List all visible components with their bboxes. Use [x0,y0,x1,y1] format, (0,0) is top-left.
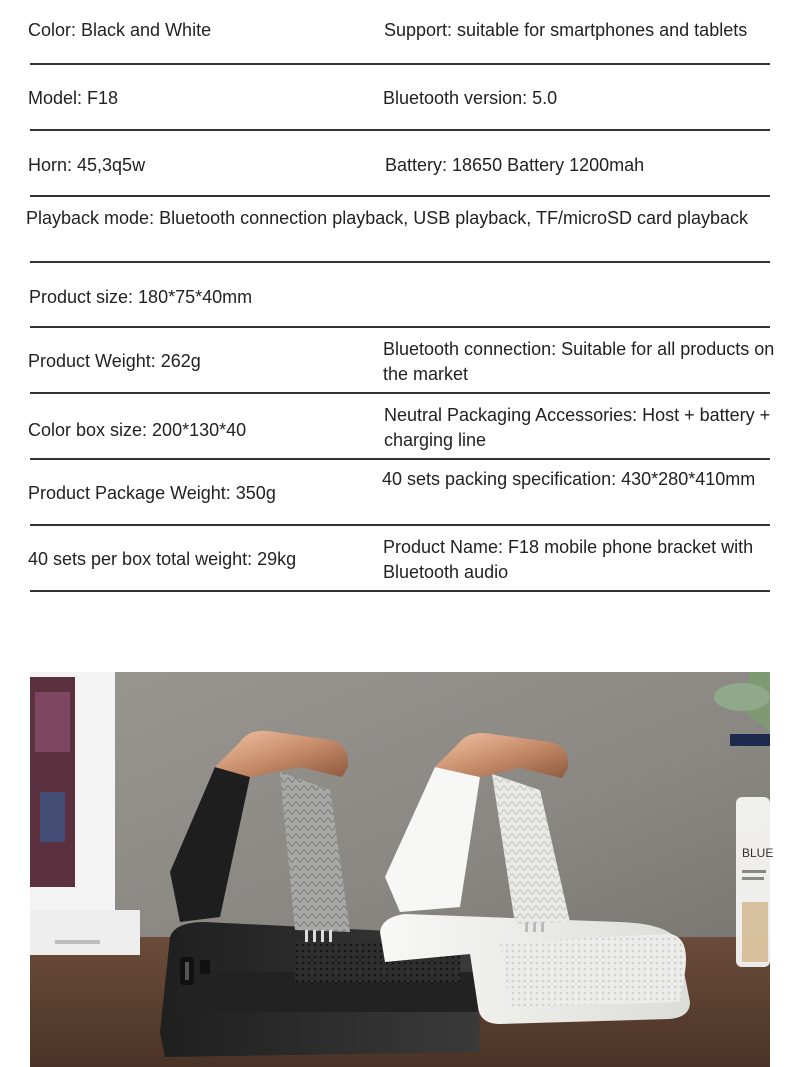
spec-color-box-size: Color box size: 200*130*40 [28,420,247,440]
spec-row [0,460,800,526]
spec-box-total-weight: 40 sets per box total weight: 29kg [28,549,297,569]
bottle-label: BLUE [742,846,774,860]
spec-package-weight: Product Package Weight: 350g [28,483,276,503]
product-photo-illustration [30,672,774,1067]
spec-row [0,131,800,197]
spec-row [0,394,800,460]
spec-row [0,526,800,592]
spec-color: Color: Black and White [28,20,212,40]
product-photo [30,672,774,1067]
spec-horn: Horn: 45,3q5w [28,155,146,175]
spec-battery: Battery: 18650 Battery 1200mah [385,155,645,175]
spec-product-size: Product size: 180*75*40mm [29,287,253,307]
spec-row [0,263,800,328]
spec-row [0,65,800,131]
spec-product-weight: Product Weight: 262g [28,351,201,371]
spec-bluetooth-connection: Bluetooth connection: Suitable for all products on the market [383,339,775,384]
spec-product-name: Product Name: F18 mobile phone bracket with Bluetooth audio [383,537,754,582]
spec-row [0,0,800,65]
spec-packing-specification: 40 sets packing specification: 430*280*410mm [382,469,756,489]
spec-playback-mode: Playback mode: Bluetooth connection playback, USB playback, TF/microSD card playback [26,208,749,228]
spec-support: Support: suitable for smartphones and tablets [384,20,748,40]
spec-row [0,197,800,263]
spec-bluetooth-version: Bluetooth version: 5.0 [383,88,558,108]
row-divider [30,590,770,592]
spec-model: Model: F18 [28,88,119,108]
spec-packaging-accessories: Neutral Packaging Accessories: Host + battery + charging line [384,405,771,450]
spec-row [0,328,800,394]
